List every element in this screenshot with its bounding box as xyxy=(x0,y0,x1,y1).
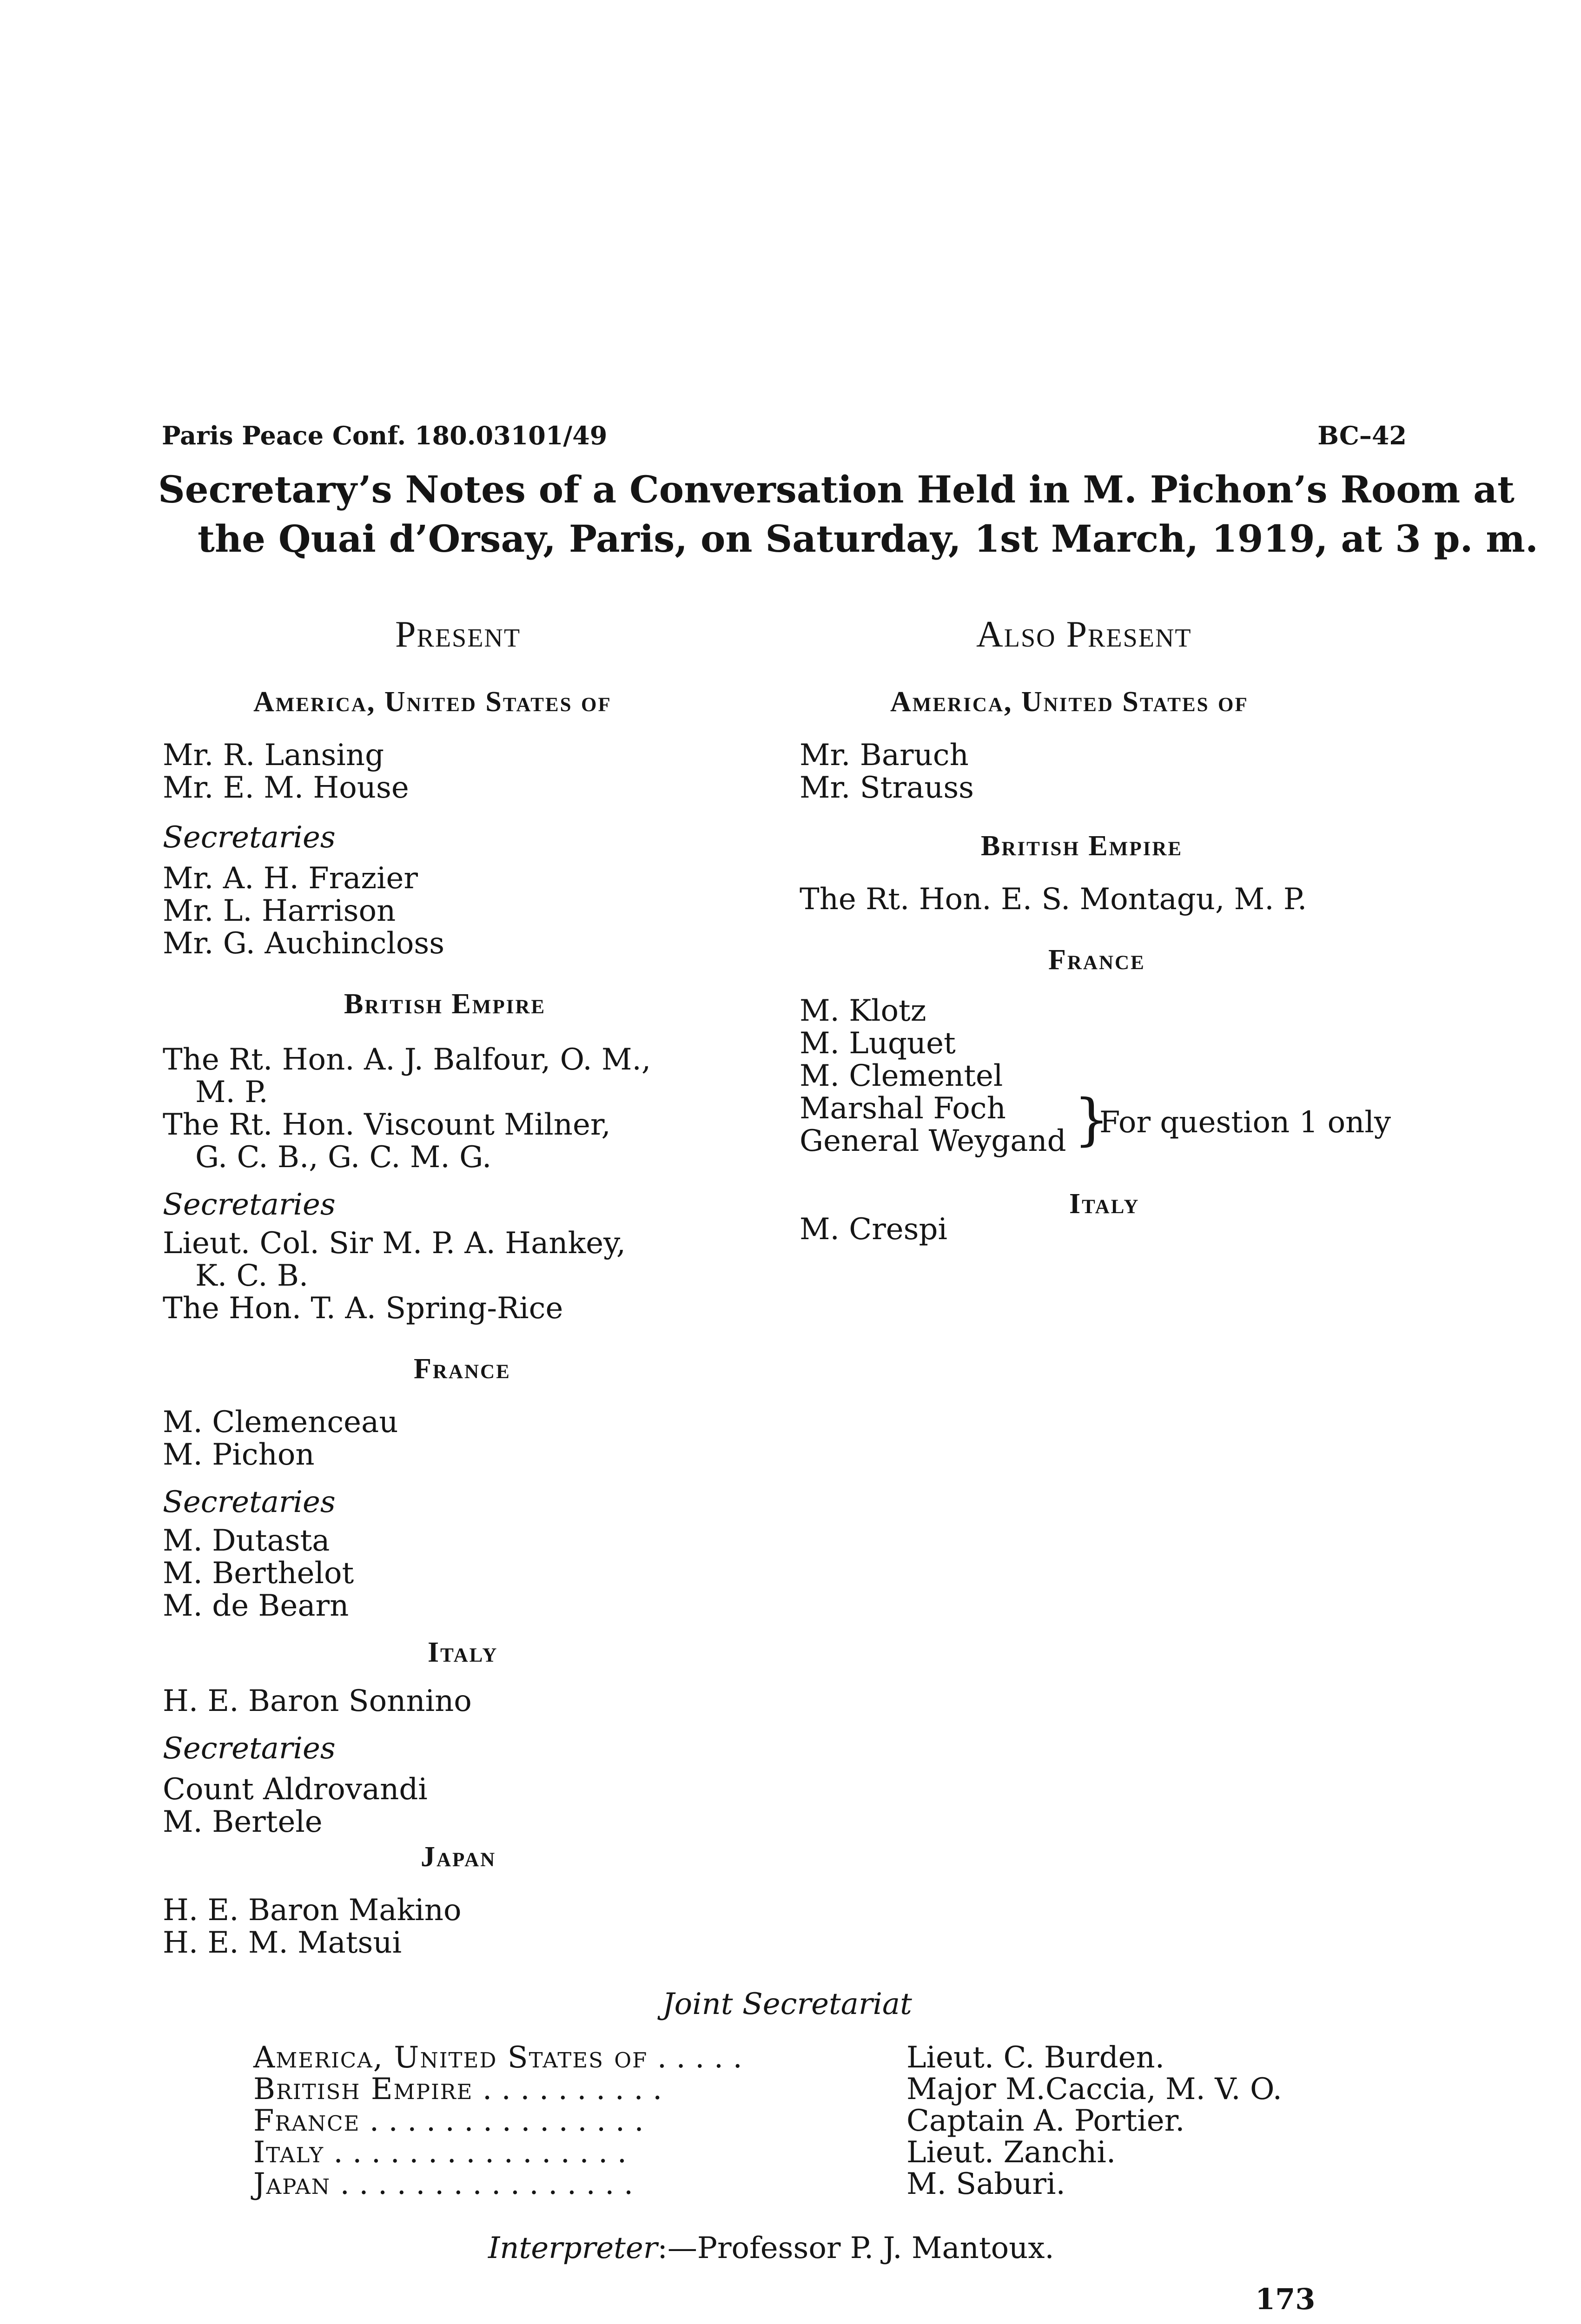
present-france-secretaries xyxy=(163,1525,354,1622)
also-italy-members xyxy=(800,1213,947,1246)
member: G. C. B., G. C. M. G. xyxy=(195,1140,492,1175)
present-italy-heading: Italy xyxy=(428,1637,498,1668)
document-code: BC–42 xyxy=(1317,421,1407,450)
secretary: Mr. A. H. Frazier xyxy=(163,861,418,896)
js-country: Japan xyxy=(253,2167,331,2201)
leader-dots: . . . . . xyxy=(648,2040,742,2075)
present-america-members xyxy=(163,739,409,804)
table-row xyxy=(253,2135,1116,2170)
title-line-1: Secretary’s Notes of a Conversation Held in M. Pichon’s Room at xyxy=(158,468,1515,511)
member: H. E. M. Matsui xyxy=(163,1926,402,1960)
brace-note: For question 1 only xyxy=(1099,1105,1391,1140)
leader-dots: . . . . . . . . . . xyxy=(473,2072,662,2106)
also-america-members xyxy=(800,739,974,804)
interpreter-line xyxy=(488,2231,1054,2265)
member: Mr. E. M. House xyxy=(163,771,409,805)
present-italy-secretaries xyxy=(163,1773,428,1838)
secretary: K. C. B. xyxy=(195,1259,309,1293)
table-row xyxy=(253,2167,1065,2201)
member: Marshal Foch xyxy=(800,1091,1006,1126)
member: M. Pichon xyxy=(163,1438,315,1472)
present-america-secretaries xyxy=(163,862,444,960)
member: M. Klotz xyxy=(800,994,926,1028)
also-british-members xyxy=(800,883,1307,916)
member: General Weygand xyxy=(800,1124,1066,1158)
member: M. Clementel xyxy=(800,1059,1003,1093)
also-france-heading: France xyxy=(1048,944,1145,976)
secretary: M. Dutasta xyxy=(163,1524,330,1558)
secretary: Mr. G. Auchincloss xyxy=(163,926,445,961)
table-row xyxy=(253,2040,1165,2075)
member: The Rt. Hon. E. S. Montagu, M. P. xyxy=(800,882,1307,917)
present-italy-secretaries-label: Secretaries xyxy=(163,1731,336,1766)
member: M. P. xyxy=(195,1075,268,1109)
also-france-members xyxy=(800,995,1066,1157)
also-italy-heading: Italy xyxy=(1069,1188,1140,1220)
leader-dots: . . . . . . . . . . . . . . . xyxy=(360,2104,644,2138)
secretary: M. Berthelot xyxy=(163,1556,354,1591)
present-america-heading: America, United States of xyxy=(253,686,612,718)
title-line-2: the Quai d’Orsay, Paris, on Saturday, 1st March, 1919, at 3 p. m. xyxy=(198,517,1538,561)
member: H. E. Baron Makino xyxy=(163,1893,462,1928)
present-british-secretaries xyxy=(163,1227,626,1325)
leader-dots: . . . . . . . . . . . . . . . . xyxy=(331,2167,634,2201)
member: H. E. Baron Sonnino xyxy=(163,1684,472,1718)
present-france-members xyxy=(163,1406,398,1471)
also-british-heading: British Empire xyxy=(981,830,1183,862)
joint-secretariat-heading: Joint Secretariat xyxy=(662,1987,912,2021)
js-name: Major M.Caccia, M. V. O. xyxy=(906,2072,1282,2106)
js-country: British Empire xyxy=(253,2072,473,2106)
present-japan-members xyxy=(163,1894,461,1959)
member: M. Clemenceau xyxy=(163,1405,398,1439)
present-british-secretaries-label: Secretaries xyxy=(163,1188,336,1222)
member: Mr. Baruch xyxy=(800,738,969,772)
js-name: Lieut. Zanchi. xyxy=(906,2135,1116,2170)
member: Mr. R. Lansing xyxy=(163,738,384,772)
interpreter-label: Interpreter xyxy=(488,2231,658,2265)
member: M. Luquet xyxy=(800,1026,956,1061)
secretary: M. Bertele xyxy=(163,1805,323,1839)
leader-dots: . . . . . . . . . . . . . . . . xyxy=(324,2135,627,2170)
present-america-secretaries-label: Secretaries xyxy=(163,820,336,855)
right-brace-icon: } xyxy=(1074,1088,1110,1152)
reference-number: Paris Peace Conf. 180.03101/49 xyxy=(162,421,608,450)
secretary: Mr. L. Harrison xyxy=(163,894,396,928)
present-italy-members xyxy=(163,1685,472,1717)
page-number: 173 xyxy=(1255,2282,1316,2316)
js-country: America, United States of xyxy=(253,2040,648,2075)
js-country: France xyxy=(253,2104,360,2138)
secretary: Count Aldrovandi xyxy=(163,1772,428,1807)
present-british-heading: British Empire xyxy=(344,988,546,1020)
secretary: The Hon. T. A. Spring-Rice xyxy=(163,1291,563,1326)
js-name: M. Saburi. xyxy=(906,2167,1065,2201)
present-japan-heading: Japan xyxy=(421,1841,496,1873)
present-france-heading: France xyxy=(414,1353,511,1385)
member: The Rt. Hon. Viscount Milner, xyxy=(163,1108,611,1142)
secretary: M. de Bearn xyxy=(163,1589,349,1623)
table-row xyxy=(253,2104,1185,2138)
present-france-secretaries-label: Secretaries xyxy=(163,1485,336,1519)
js-name: Lieut. C. Burden. xyxy=(906,2040,1165,2075)
present-heading: Present xyxy=(395,614,521,655)
also-america-heading: America, United States of xyxy=(890,686,1249,718)
table-row xyxy=(253,2072,1282,2106)
joint-secretariat-table xyxy=(253,2040,1282,2201)
js-country: Italy xyxy=(253,2135,324,2170)
member: M. Crespi xyxy=(800,1212,947,1247)
js-name: Captain A. Portier. xyxy=(906,2104,1185,2138)
also-present-heading: Also Present xyxy=(976,614,1192,655)
secretary: Lieut. Col. Sir M. P. A. Hankey, xyxy=(163,1226,626,1261)
present-british-members xyxy=(163,1043,651,1174)
interpreter-text: :—Professor P. J. Mantoux. xyxy=(657,2231,1054,2265)
document-title xyxy=(158,465,1538,563)
member: Mr. Strauss xyxy=(800,771,974,805)
member: The Rt. Hon. A. J. Balfour, O. M., xyxy=(163,1043,651,1077)
